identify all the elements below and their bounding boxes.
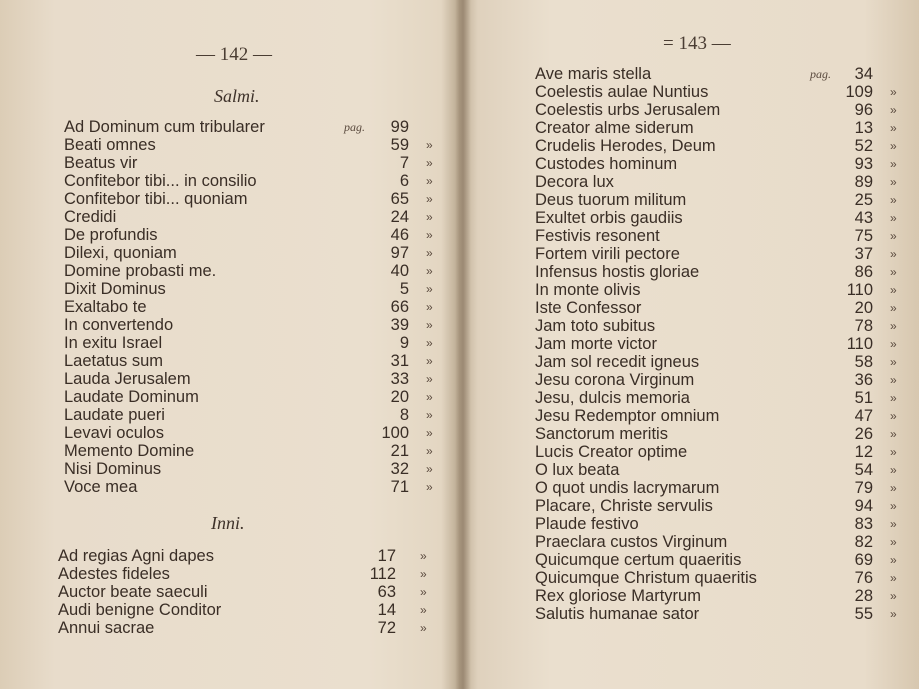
entry-page-number: 17 [377,547,396,565]
index-entry [64,190,433,208]
entry-reference-mark: » [890,85,897,99]
entry-reference-mark: pag. [810,67,831,81]
entry-reference-mark: » [890,589,897,603]
inni-heading: Inni. [211,513,245,533]
index-entry [535,389,897,407]
index-entry [64,406,433,424]
entry-title: Ad Dominum cum tribularer [64,118,265,136]
entry-reference-mark: » [890,355,897,369]
entry-reference-mark: » [890,247,897,261]
index-entry [535,605,897,623]
entry-page-number: 36 [854,371,873,389]
entry-page-number: 13 [854,119,873,137]
index-entry [535,263,897,281]
index-entry [535,65,873,83]
entry-reference-mark: » [426,480,433,494]
entry-title: Laudate Dominum [64,388,199,406]
entry-reference-mark: » [890,283,897,297]
entry-title: Jesu Redemptor omnium [535,407,720,425]
entry-page-number: 82 [854,533,873,551]
index-entry [64,352,433,370]
entry-reference-mark: » [426,372,433,386]
entry-page-number: 58 [854,353,873,371]
entry-reference-mark: » [890,481,897,495]
index-entry [535,317,897,335]
entry-page-number: 54 [854,461,873,479]
entry-reference-mark: » [890,157,897,171]
entry-page-number: 93 [854,155,873,173]
entry-reference-mark: » [420,603,427,617]
entry-title: Exultet orbis gaudiis [535,209,683,227]
entry-title: Jam sol recedit igneus [535,353,700,371]
entry-page-number: 20 [390,388,409,406]
entry-page-number: 59 [390,136,409,154]
entry-title: Dilexi, quoniam [64,244,177,262]
entry-reference-mark: » [426,228,433,242]
index-entry [64,424,433,442]
entry-title: Jam morte victor [535,335,657,353]
entry-page-number: 12 [854,443,873,461]
entry-page-number: 86 [854,263,873,281]
entry-title: Confitebor tibi... in consilio [64,172,257,190]
entry-title: Infensus hostis gloriae [535,263,700,281]
index-entry [535,227,897,245]
entry-title: Placare, Christe servulis [535,497,713,515]
index-entry [535,587,897,605]
entry-title: Decora lux [535,173,614,191]
salmi-index-list [64,118,433,496]
entry-title: Rex gloriose Martyrum [535,587,701,605]
entry-reference-mark: » [426,408,433,422]
index-entry [535,533,897,551]
entry-page-number: 51 [854,389,873,407]
entry-title: Creator alme siderum [535,119,694,137]
index-entry [64,244,433,262]
entry-page-number: 97 [390,244,409,262]
entry-page-number: 78 [854,317,873,335]
entry-page-number: 52 [854,137,873,155]
entry-title: Auctor beate saeculi [58,583,208,601]
entry-title: De profundis [64,226,158,244]
book-gutter [455,0,471,689]
entry-page-number: 72 [377,619,396,637]
entry-title: Coelestis aulae Nuntius [535,83,709,101]
index-entry [64,316,433,334]
entry-page-number: 6 [399,172,409,190]
index-entry [64,442,433,460]
entry-title: Adestes fideles [58,565,170,583]
entry-title: Levavi oculos [64,424,164,442]
entry-reference-mark: » [426,246,433,260]
index-entry [535,497,897,515]
index-entry [535,335,897,353]
entry-page-number: 99 [390,118,409,136]
entry-title: Iste Confessor [535,299,642,317]
entry-reference-mark: » [890,571,897,585]
entry-reference-mark: » [420,585,427,599]
entry-page-number: 47 [854,407,873,425]
entry-page-number: 46 [390,226,409,244]
index-entry [535,137,897,155]
entry-page-number: 34 [854,65,873,83]
index-entry [535,281,897,299]
entry-reference-mark: » [426,462,433,476]
entry-title: Domine probasti me. [64,262,217,280]
entry-title: In exitu Israel [64,334,163,352]
entry-page-number: 20 [854,299,873,317]
entry-page-number: 71 [390,478,409,496]
index-entry [58,619,427,637]
entry-page-number: 21 [390,442,409,460]
index-entry [535,479,897,497]
entry-page-number: 5 [399,280,409,298]
entry-reference-mark: » [890,409,897,423]
entry-reference-mark: » [426,300,433,314]
index-entry [64,370,433,388]
entry-title: Crudelis Herodes, Deum [535,137,716,155]
entry-reference-mark: » [890,391,897,405]
entry-page-number: 75 [854,227,873,245]
entry-reference-mark: » [890,553,897,567]
entry-title: Ad regias Agni dapes [58,547,214,565]
entry-reference-mark: pag. [344,120,365,134]
entry-reference-mark: » [420,549,427,563]
entry-reference-mark: » [890,121,897,135]
index-entry [535,101,897,119]
entry-page-number: 83 [854,515,873,533]
entry-page-number: 40 [390,262,409,280]
entry-title: Jesu corona Virginum [535,371,695,389]
entry-page-number: 94 [854,497,873,515]
index-entry [58,547,427,565]
entry-page-number: 14 [377,601,396,619]
entry-title: In convertendo [64,316,174,334]
entry-reference-mark: » [890,445,897,459]
entry-title: O lux beata [535,461,620,479]
entry-title: Coelestis urbs Jerusalem [535,101,721,119]
entry-page-number: 76 [854,569,873,587]
index-entry [64,280,433,298]
entry-reference-mark: » [426,138,433,152]
entry-reference-mark: » [890,607,897,621]
entry-title: Salutis humanae sator [535,605,700,623]
index-entry [535,299,897,317]
entry-title: Lauda Jerusalem [64,370,191,388]
entry-title: In monte olivis [535,281,641,299]
entry-title: Quicumque Christum quaeritis [535,569,757,587]
index-entry [58,565,427,583]
entry-title: Custodes hominum [535,155,678,173]
entry-title: Laetatus sum [64,352,164,370]
entry-reference-mark: » [426,426,433,440]
entry-reference-mark: » [890,175,897,189]
index-entry [58,583,427,601]
inni-index-list-right [535,65,897,623]
entry-title: Jam toto subitus [535,317,656,335]
entry-title: Credidi [64,208,117,226]
index-entry [535,155,897,173]
entry-page-number: 26 [854,425,873,443]
entry-page-number: 37 [854,245,873,263]
entry-page-number: 66 [390,298,409,316]
entry-title: Plaude festivo [535,515,639,533]
entry-page-number: 7 [399,154,409,172]
entry-reference-mark: » [890,211,897,225]
index-entry [535,353,897,371]
entry-page-number: 89 [854,173,873,191]
index-entry [64,226,433,244]
index-entry [535,245,897,263]
entry-reference-mark: » [420,567,427,581]
inni-index-list-left [58,547,427,637]
entry-reference-mark: » [890,319,897,333]
entry-page-number: 9 [399,334,409,352]
entry-reference-mark: » [426,318,433,332]
entry-page-number: 79 [854,479,873,497]
index-entry [535,209,897,227]
entry-reference-mark: » [426,156,433,170]
entry-reference-mark: » [426,264,433,278]
index-entry [535,569,897,587]
entry-reference-mark: » [426,390,433,404]
entry-reference-mark: » [890,535,897,549]
entry-reference-mark: » [890,373,897,387]
entry-page-number: 110 [846,335,873,353]
index-entry [64,262,433,280]
entry-title: Sanctorum meritis [535,425,668,443]
entry-title: Quicumque certum quaeritis [535,551,742,569]
entry-title: Ave maris stella [535,65,652,83]
entry-page-number: 28 [854,587,873,605]
entry-reference-mark: » [426,210,433,224]
entry-reference-mark: » [420,621,427,635]
index-entry [535,119,897,137]
index-entry [64,172,433,190]
index-entry [535,407,897,425]
entry-reference-mark: » [890,193,897,207]
entry-page-number: 32 [390,460,409,478]
entry-title: Praeclara custos Virginum [535,533,728,551]
index-entry [535,83,897,101]
entry-title: Jesu, dulcis memoria [535,389,690,407]
entry-page-number: 110 [846,281,873,299]
entry-reference-mark: » [426,174,433,188]
entry-title: Confitebor tibi... quoniam [64,190,248,208]
entry-page-number: 39 [390,316,409,334]
entry-reference-mark: » [890,337,897,351]
entry-title: Beatus vir [64,154,138,172]
entry-reference-mark: » [890,103,897,117]
entry-title: O quot undis lacrymarum [535,479,720,497]
index-entry [64,154,433,172]
index-entry [535,443,897,461]
left-page [0,0,455,689]
index-entry [64,334,433,352]
entry-reference-mark: » [426,444,433,458]
entry-reference-mark: » [426,192,433,206]
entry-title: Deus tuorum militum [535,191,687,209]
index-entry [64,478,433,496]
entry-page-number: 55 [854,605,873,623]
index-entry [535,551,897,569]
index-entry [535,173,897,191]
index-entry [535,425,897,443]
index-entry [64,388,433,406]
entry-page-number: 112 [369,565,396,583]
entry-title: Audi benigne Conditor [58,601,222,619]
entry-reference-mark: » [890,499,897,513]
entry-page-number: 100 [381,424,409,442]
entry-page-number: 69 [854,551,873,569]
entry-reference-mark: » [890,463,897,477]
entry-reference-mark: » [890,517,897,531]
entry-page-number: 31 [390,352,409,370]
entry-reference-mark: » [890,229,897,243]
entry-title: Fortem virili pectore [535,245,680,263]
entry-page-number: 109 [845,83,873,101]
entry-page-number: 33 [390,370,409,388]
entry-page-number: 8 [399,406,409,424]
index-entry [535,371,897,389]
entry-title: Nisi Dominus [64,460,162,478]
page-number-143: = 143 — [663,33,731,54]
index-entry [535,191,897,209]
entry-page-number: 96 [854,101,873,119]
entry-title: Exaltabo te [64,298,147,316]
index-entry [64,298,433,316]
entry-page-number: 24 [390,208,409,226]
entry-reference-mark: » [426,354,433,368]
index-entry [64,208,433,226]
entry-reference-mark: » [890,427,897,441]
entry-title: Dixit Dominus [64,280,166,298]
entry-reference-mark: » [890,301,897,315]
index-entry [64,118,409,136]
index-entry [535,461,897,479]
entry-page-number: 43 [854,209,873,227]
index-entry [64,460,433,478]
entry-page-number: 25 [854,191,873,209]
entry-title: Laudate pueri [64,406,165,424]
entry-title: Festivis resonent [535,227,660,245]
entry-page-number: 65 [390,190,409,208]
entry-title: Beati omnes [64,136,156,154]
entry-title: Annui sacrae [58,619,155,637]
index-entry [535,515,897,533]
salmi-heading: Salmi. [214,86,260,106]
entry-title: Memento Domine [64,442,195,460]
right-page [471,0,919,689]
page-number-142: — 142 — [196,44,272,65]
entry-page-number: 63 [377,583,396,601]
entry-reference-mark: » [890,139,897,153]
entry-reference-mark: » [890,265,897,279]
entry-reference-mark: » [426,282,433,296]
index-entry [58,601,427,619]
index-entry [64,136,433,154]
entry-title: Lucis Creator optime [535,443,688,461]
entry-title: Voce mea [64,478,138,496]
entry-reference-mark: » [426,336,433,350]
